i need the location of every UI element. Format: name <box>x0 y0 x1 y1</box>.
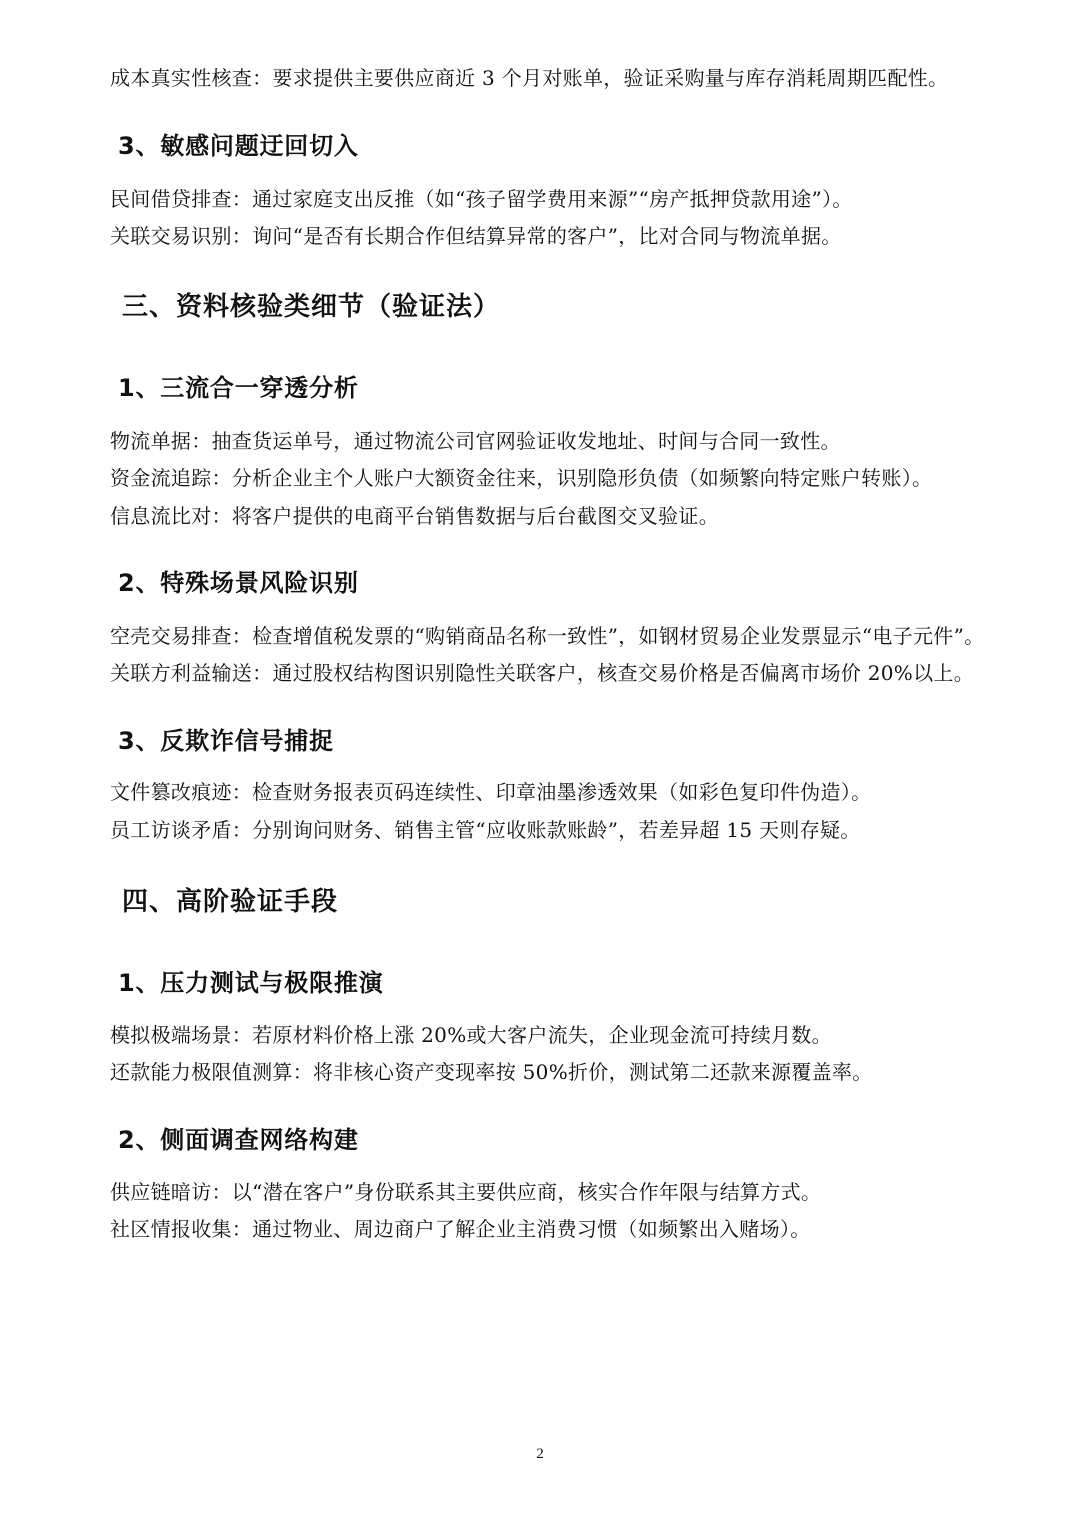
paragraph-line: 民间借贷排查：通过家庭支出反推（如“孩子留学费用来源”“房产抵押贷款用途”）。 <box>110 187 853 211</box>
subsection-heading: 2、侧面调查网络构建 <box>118 1126 359 1154</box>
paragraph-line: 还款能力极限值测算：将非核心资产变现率按 50%折价，测试第二还款来源覆盖率。 <box>110 1060 873 1084</box>
paragraph-line: 关联方利益输送：通过股权结构图识别隐性关联客户，核查交易价格是否偏离市场价 20%以上。 <box>110 661 975 685</box>
paragraph-line: 物流单据：抽查货运单号，通过物流公司官网验证收发地址、时间与合同一致性。 <box>110 429 841 453</box>
paragraph-line: 文件篡改痕迹：检查财务报表页码连续性、印章油墨渗透效果（如彩色复印件伪造）。 <box>110 780 872 804</box>
paragraph-line: 供应链暗访：以“潜在客户”身份联系其主要供应商，核实合作年限与结算方式。 <box>110 1180 822 1204</box>
paragraph-line: 员工访谈矛盾：分别询问财务、销售主管“应收账款账龄”，若差异超 15 天则存疑。 <box>110 818 861 842</box>
page-number: 2 <box>536 1446 544 1462</box>
paragraph-line: 模拟极端场景：若原材料价格上涨 20%或大客户流失，企业现金流可持续月数。 <box>110 1023 832 1047</box>
subsection-heading: 3、反欺诈信号捕捉 <box>118 727 334 755</box>
subsection-heading: 2、特殊场景风险识别 <box>118 569 359 597</box>
subsection-heading: 1、三流合一穿透分析 <box>118 374 359 402</box>
paragraph-line: 关联交易识别：询问“是否有长期合作但结算异常的客户”，比对合同与物流单据。 <box>110 224 842 248</box>
paragraph-line: 社区情报收集：通过物业、周边商户了解企业主消费习惯（如频繁出入赌场）。 <box>110 1217 811 1241</box>
paragraph-line: 成本真实性核查：要求提供主要供应商近 3 个月对账单，验证采购量与库存消耗周期匹配性。 <box>110 66 949 90</box>
paragraph-line: 资金流追踪：分析企业主个人账户大额资金往来，识别隐形负债（如频繁向特定账户转账）。 <box>110 466 933 490</box>
section-heading: 四、高阶验证手段 <box>122 887 339 917</box>
section-heading: 三、资料核验类细节（验证法） <box>122 292 501 322</box>
subsection-heading: 1、压力测试与极限推演 <box>118 969 384 997</box>
paragraph-line: 空壳交易排查：检查增值税发票的“购销商品名称一致性”，如钢材贸易企业发票显示“电子元件”。 <box>110 624 985 648</box>
paragraph-line: 信息流比对：将客户提供的电商平台销售数据与后台截图交叉验证。 <box>110 504 719 528</box>
subsection-heading: 3、敏感问题迂回切入 <box>118 132 359 160</box>
